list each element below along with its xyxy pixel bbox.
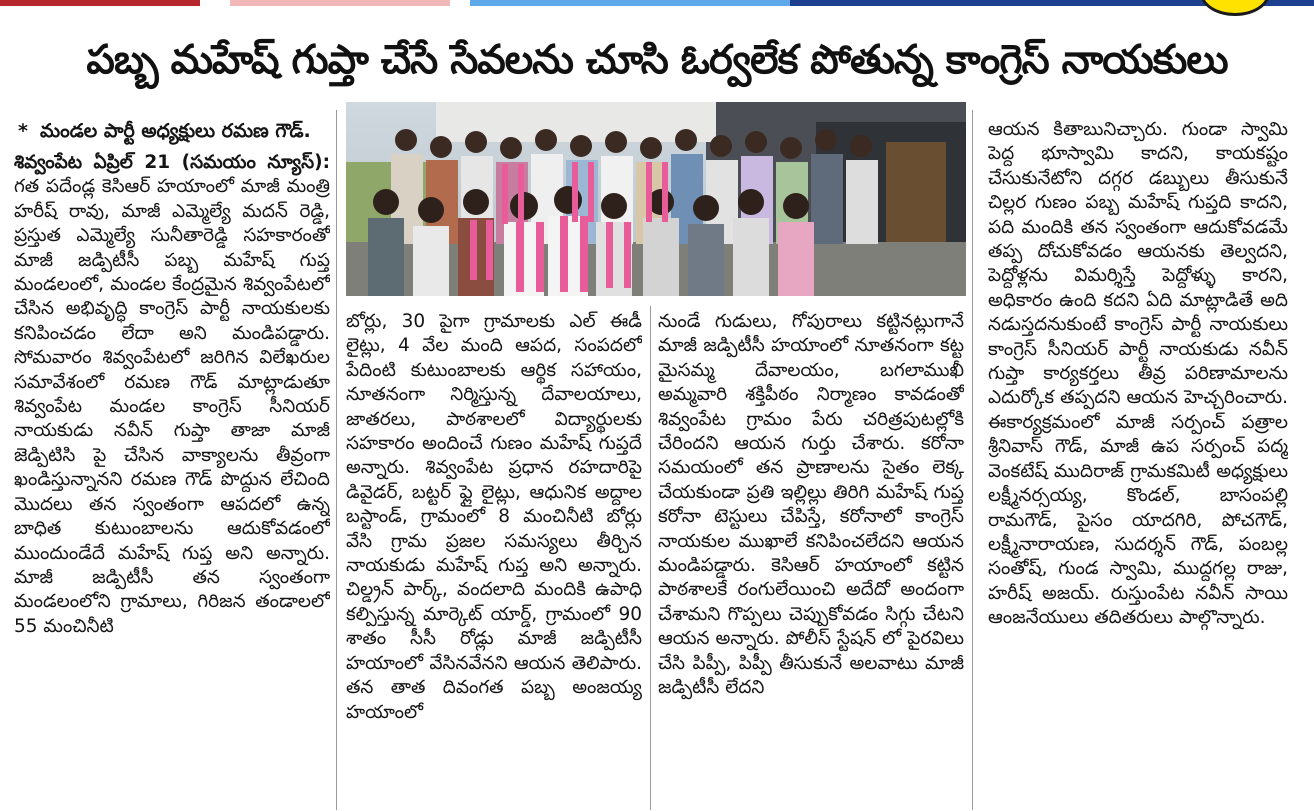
article-column-3 bbox=[658, 310, 964, 811]
yellow-logo-badge bbox=[1200, 0, 1270, 16]
body-text: నుండే గుడులు, గోపురాలు కట్టినట్లుగానే మాజీ జడ్పిటీసీ హయాంలో నూతనంగా కట్ట మైసమ్మ దేవాలయం, బగలాముఖీ అమ్మవారి శక్తిపీఠం నిర్మాణం కావడంతో శివ్వంపేట గ్రామం పేరు చరిత్రపుటల్లోకి చేరిందని ఆయన గుర్తు చేశారు. కరోనా సమయంలో తన ప్రాణాలను సైతం లెక్క చేయకుండా ప్రతి ఇల్లిల్లు తిరిగి మహేష్ గుప్త కరోనా టెస్టులు చేపిస్తే, కరోనాలో కాంగ్రెస్ నాయకుల ముఖాలే కనిపించలేదని ఆయన మండిపడ్డారు. కెసిఆర్ హయాంలో కట్టిన పాఠశాలకే రంగులేయించి అదేదో అందంగా చేశామని గొప్పలు చెప్పుకోవడం సిగ్గు చేటని ఆయన అన్నారు. పోలీస్ స్టేషన్ లో పైరవిలు చేసి పిప్పీ, పిప్పీ తీసుకునే అలవాటు మాజీ జడ్పిటీసీ లేదని bbox=[658, 311, 964, 699]
group-photo-image bbox=[346, 102, 966, 296]
headline: పబ్బ మహేష్ గుప్తా చేసే సేవలను చూసి ఓర్వలేక పోతున్న కాంగ్రెస్ నాయకులు bbox=[86, 37, 1228, 83]
article-column-2 bbox=[346, 310, 642, 811]
column-divider bbox=[336, 110, 337, 810]
body-text: బోర్లు, 30 పైగా గ్రామాలకు ఎల్ ఈడీ లైట్లు, 4 వేల మంది ఆపద, సంపదలో పేదింటి కుటుంబాలకు ఆర్థిక సహాయం, నూతనంగా నిర్మిస్తున్న దేవాలయాలు, జాతరలు, పాఠశాలలో విద్యార్థులకు సహకారం అందించే గుణం మహేష్ గుప్తదే అన్నారు. శివ్వంపేట ప్రధాన రహదారిపై డివైడర్, బట్టర్ ఫ్లై లైట్లు, ఆధునిక అద్దాల బస్టాండ్, గ్రామంలో 8 మంచినీటి బోర్లు వేసి గ్రామ ప్రజల సమస్యలు తీర్చిన నాయకుడు మహేష్ గుప్త అని అన్నారు. చిల్డ్రన్ పార్క్, వందలాది మందికి ఉపాధి కల్పిస్తున్న మార్కెట్ యార్డ్, గ్రామంలో 90 శాతం సీసీ రోడ్లు మాజీ జడ్పిటీసీ హయాంలో వేసినవేనని ఆయన తెలిపారు. తన తాత దివంగత పబ్బ అంజయ్య హయాంలో bbox=[346, 311, 642, 723]
column-divider bbox=[972, 110, 973, 810]
body-text: ఆయన కితాబునిచ్చారు. గుండా స్వామి పెద్ద భూస్వామి కాదని, కాయకష్టం చేసుకునేటోని దగ్గర డబ్బులు తీసుకునే చిల్లర గుణం పబ్బ మహేష్ గుప్తది కాదని, పది మందికి తన స్వంతంగా ఆదుకోవడమే తప్ప దోచుకోవడం ఆయనకు తెల్వదని, పెద్దోళ్లను విమర్శిస్తే పెద్దోళ్ళు కారని, అధికారం ఉంది కదని ఏది మాట్లాడితే అది నడుస్తదనుకుంటే కాంగ్రెస్ పార్టీ నాయకులు కాంగ్రెస్ సీనియర్ పార్టీ నాయకుడు నవీన్ గుప్తా కార్యకర్తలు తీవ్ర పరిణామాలను ఎదుర్కోక తప్పదని ఆయన హెచ్చరించారు. ఈకార్యక్రమంలో మాజీ సర్పంచ్ పత్రాల శ్రీనివాస్ గౌడ్, మాజీ ఉప సర్పంచ్ పద్మ వెంకటేష్ ముదిరాజ్ గ్రామకమిటీ అధ్యక్షులు లక్ష్మీనర్సయ్య, కొండల్, బాసంపల్లి రామగౌడ్, పైసం యాదగిరి, పోచగౌడ్, లక్ష్మీనారాయణ, సుదర్శన్ గౌడ్, పంబల్ల సంతోష్, గుండ స్వామి, ముద్దగల్ల రాజు, హరీష్ అజయ్. రుస్తుంపేట నవీన్ సాయి ఆంజనేయులు తదితరులు పాల్గొన్నారు. bbox=[988, 119, 1288, 629]
article-column-4 bbox=[988, 118, 1288, 811]
dateline: శివ్వంపేట ఏప్రిల్ 21 (సమయం న్యూస్): bbox=[14, 152, 330, 173]
subheading-text: మండల పార్టీ అధ్యక్షులు రమణ గౌడ్. bbox=[40, 120, 311, 142]
masthead-color-bar bbox=[0, 0, 1314, 6]
body-text: గత పదేండ్ల కెసిఆర్ హయాంలో మాజీ మంత్రి హరీష్ రావు, మాజీ ఎమ్మెల్యే మదన్ రెడ్డి, ప్రస్తుత ఎమ్మెల్యే సునీతారెడ్డి సహకారంతో మాజీ జడ్పిటీసీ పబ్బ మహేష్ గుప్త మండలంలో, మండల కేంద్రమైన శివ్వంపేటలో చేసిన అభివృద్ధి కాంగ్రెస్ పార్టీ నాయకులకు కనిపించడం లేదా అని మండిపడ్డారు. సోమవారం శివ్వంపేటలో జరిగిన విలేఖరుల సమావేశంలో రమణ గౌడ్ మాట్లాడుతూ శివ్వంపేట మండల కాంగ్రెస్ సీనియర్ నాయకుడు నవీన్ గుప్తా తాజా మాజీ జెడ్పిటిసి పై చేసిన వాక్యాలను తీవ్రంగా ఖండిస్తున్నానని రమణ గౌడ్ పొద్దున లేచింది మొదలు తన స్వంతంగా ఆపదలో ఉన్న బాధిత కుటుంబాలను ఆదుకోవడంలో ముందుండేదే మహేష్ గుప్త అని అన్నారు. మాజీ జడ్పిటీసీ తన స్వంతంగా మండలంలోని గ్రామాలు, గిరిజన తండాలలో 55 మంచినీటి bbox=[14, 176, 330, 637]
group-photo bbox=[346, 102, 966, 296]
article-column-1 bbox=[14, 118, 330, 811]
color-bar-red bbox=[0, 0, 200, 6]
paragraph bbox=[14, 151, 330, 639]
color-bar-light-blue bbox=[470, 0, 790, 6]
bullet-star: * bbox=[18, 120, 28, 142]
color-bar-pink bbox=[230, 0, 450, 6]
column-divider bbox=[650, 306, 651, 810]
subheading bbox=[14, 118, 330, 145]
